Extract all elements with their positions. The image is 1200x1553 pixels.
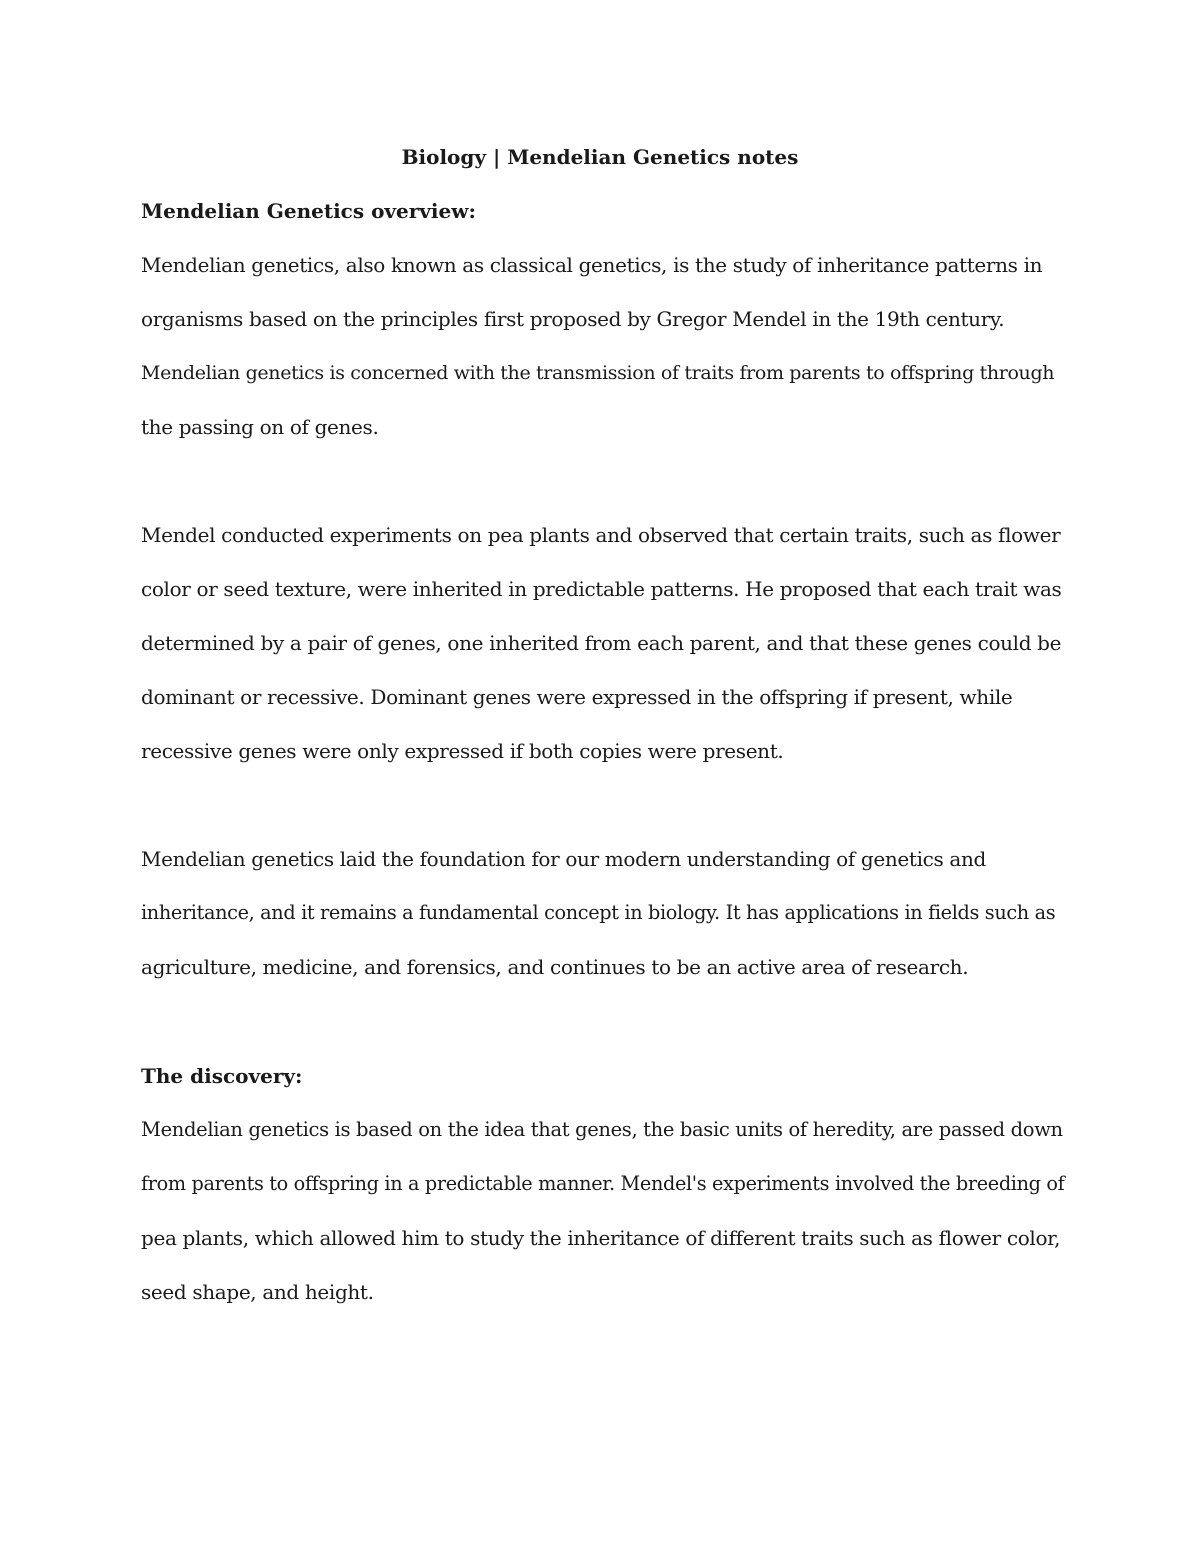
paragraph-line: dominant or recessive. Dominant genes were expressed in the offspring if present, while bbox=[141, 685, 1013, 709]
paragraph-line: inheritance, and it remains a fundamental concept in biology. It has applications in fields such as bbox=[141, 901, 1056, 924]
paragraph-line: Mendelian genetics laid the foundation for our modern understanding of genetics and bbox=[141, 847, 986, 871]
paragraph-line: Mendelian genetics is based on the idea that genes, the basic units of heredity, are passed down bbox=[141, 1118, 1063, 1141]
paragraph-line: the passing on of genes. bbox=[141, 415, 379, 439]
paragraph-line: determined by a pair of genes, one inherited from each parent, and that these genes could be bbox=[141, 631, 1062, 655]
paragraph-line: agriculture, medicine, and forensics, and continues to be an active area of research. bbox=[141, 955, 969, 979]
paragraph-line: seed shape, and height. bbox=[141, 1280, 374, 1304]
paragraph-line: Mendelian genetics is concerned with the transmission of traits from parents to offspring through bbox=[141, 362, 1055, 384]
paragraph-line: organisms based on the principles first proposed by Gregor Mendel in the 19th century. bbox=[141, 307, 1005, 331]
section-heading-discovery: The discovery: bbox=[141, 1064, 303, 1088]
paragraph-line: Mendel conducted experiments on pea plants and observed that certain traits, such as flower bbox=[141, 523, 1061, 547]
document-title: Biology | Mendelian Genetics notes bbox=[401, 145, 799, 169]
paragraph-line: Mendelian genetics, also known as classical genetics, is the study of inheritance patterns in bbox=[141, 253, 1043, 277]
section-heading-overview: Mendelian Genetics overview: bbox=[141, 199, 476, 223]
paragraph-line: recessive genes were only expressed if both copies were present. bbox=[141, 739, 784, 763]
paragraph-line: from parents to offspring in a predictable manner. Mendel's experiments involved the breeding of bbox=[141, 1172, 1065, 1195]
paragraph-line: pea plants, which allowed him to study the inheritance of different traits such as flower color, bbox=[141, 1226, 1061, 1250]
paragraph-line: color or seed texture, were inherited in predictable patterns. He proposed that each trait was bbox=[141, 577, 1062, 601]
